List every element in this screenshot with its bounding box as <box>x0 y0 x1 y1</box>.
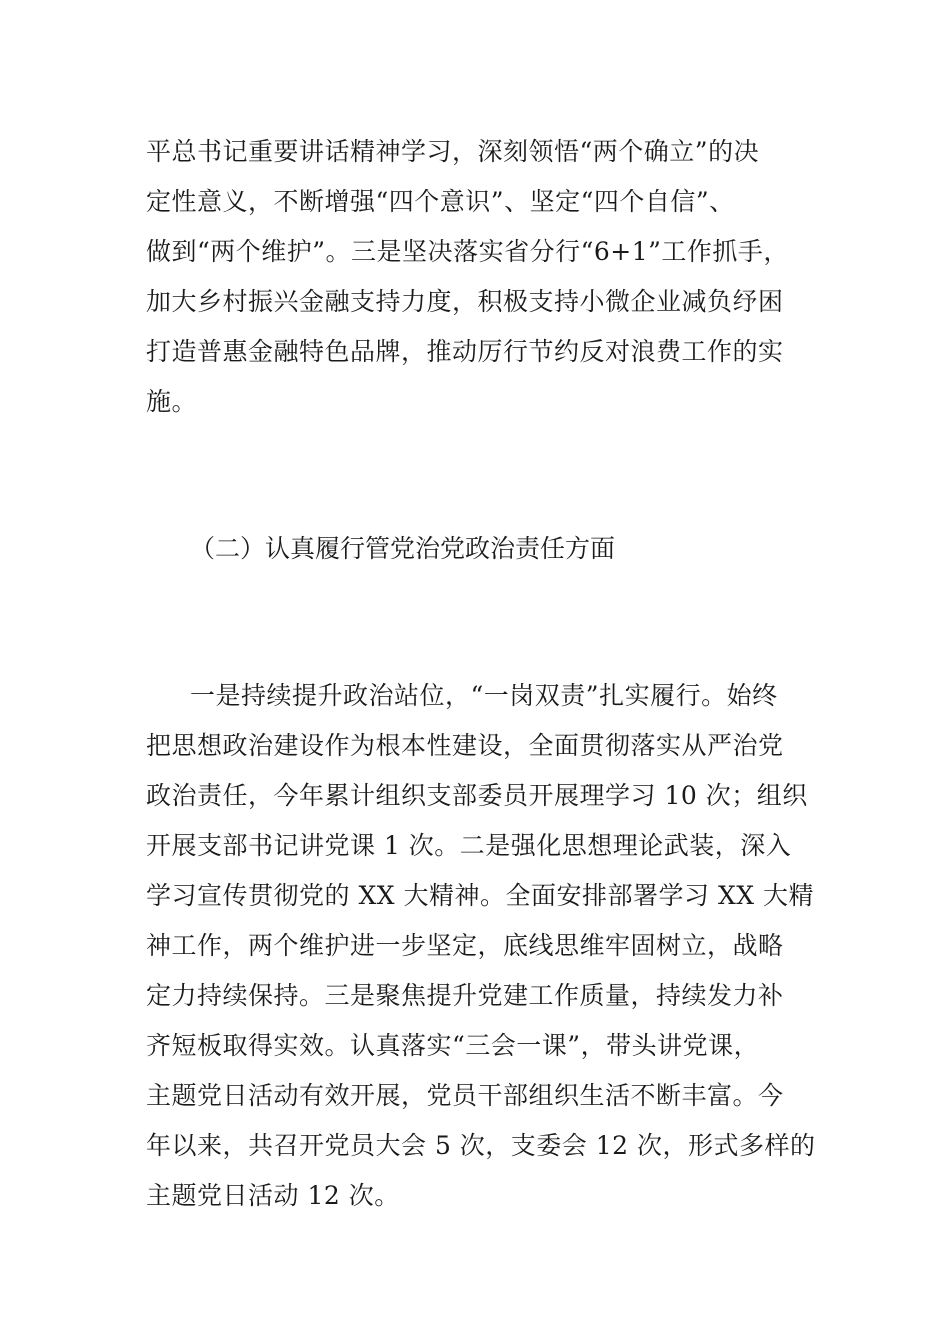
paragraph-line: 主题党日活动 12 次。 <box>146 1181 400 1210</box>
section-heading: （二）认真履行管党治党政治责任方面 <box>190 534 616 563</box>
paragraph-line: 做到“两个维护”。三是坚决落实省分行“6+1”工作抓手， <box>146 237 789 266</box>
paragraph-line: 把思想政治建设作为根本性建设，全面贯彻落实从严治党 <box>146 731 784 760</box>
paragraph-line: 加大乡村振兴金融支持力度，积极支持小微企业减负纾困 <box>146 287 784 316</box>
paragraph-line: 齐短板取得实效。认真落实“三会一课”，带头讲党课， <box>146 1031 760 1060</box>
paragraph-line: 平总书记重要讲话精神学习，深刻领悟“两个确立”的决 <box>146 137 760 166</box>
paragraph-line: 施。 <box>146 387 198 416</box>
paragraph-line: 定性意义，不断增强“四个意识”、坚定“四个自信”、 <box>146 187 735 216</box>
paragraph-line: 政治责任，今年累计组织支部委员开展理学习 10 次；组织 <box>146 781 808 810</box>
paragraph-line: 年以来，共召开党员大会 5 次，支委会 12 次，形式多样的 <box>146 1131 816 1160</box>
paragraph-line: 一是持续提升政治站位，“一岗双责”扎实履行。始终 <box>190 681 778 710</box>
paragraph-line: 开展支部书记讲党课 1 次。二是强化思想理论武装，深入 <box>146 831 792 860</box>
paragraph-line: 神工作，两个维护进一步坚定，底线思维牢固树立，战略 <box>146 931 784 960</box>
paragraph-line: 定力持续保持。三是聚焦提升党建工作质量，持续发力补 <box>146 981 784 1010</box>
paragraph-line: 主题党日活动有效开展，党员干部组织生活不断丰富。今 <box>146 1081 784 1110</box>
paragraph-line: 打造普惠金融特色品牌，推动厉行节约反对浪费工作的实 <box>146 337 784 366</box>
paragraph-line: 学习宣传贯彻党的 XX 大精神。全面安排部署学习 XX 大精 <box>146 881 814 910</box>
